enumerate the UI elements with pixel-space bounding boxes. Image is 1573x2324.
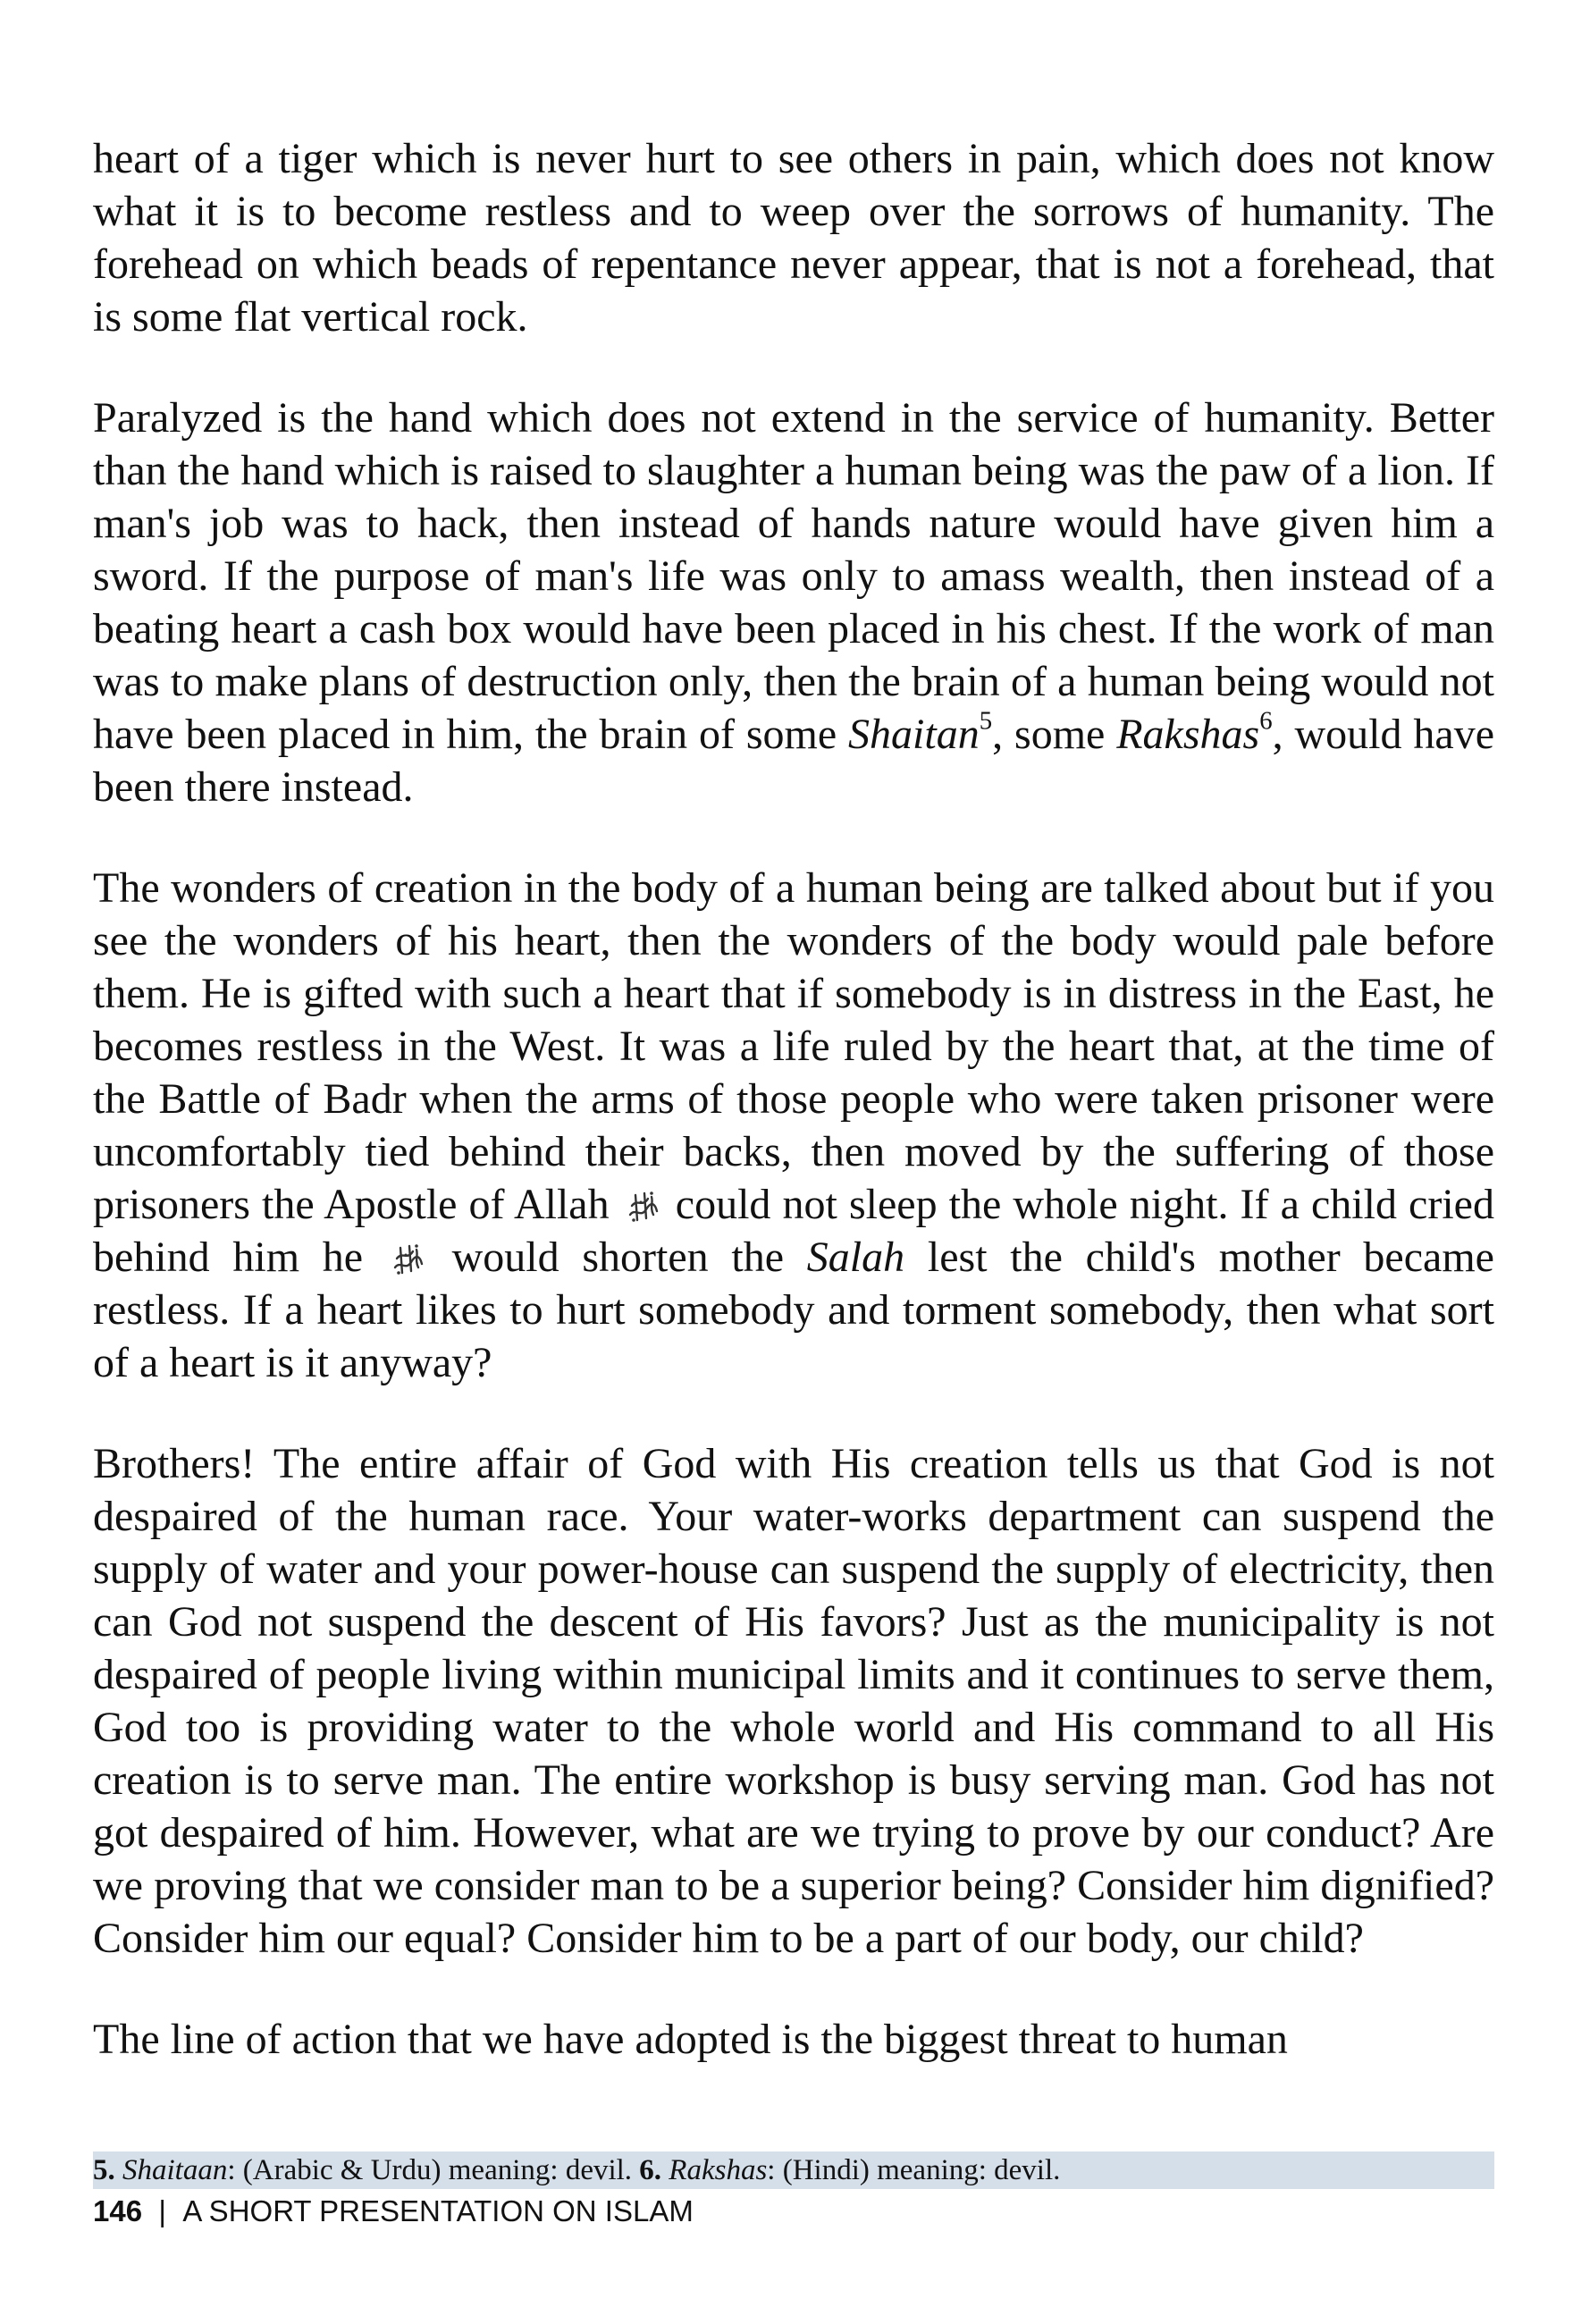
footnotes-band: [93, 2151, 1494, 2189]
pbuh-calligraphy-icon: [625, 1188, 660, 1224]
paragraph-3-text-c: would shorten the: [428, 1234, 807, 1281]
paragraph-4: [93, 1437, 1494, 1965]
footnote-5-term: Shaitaan: [122, 2154, 228, 2186]
paragraph-3-text-a: The wonders of creation in the body of a human being are talked about but if you see the wonders of his heart, then the wonders of the body would pale before them. He is gifted with such a heart that if somebody is in distress in the East, he becomes restless in the West. It was a life ruled by the heart that, at the time of the Battle of Badr when the arms of those people who were taken prisoner were uncomfortably tied behind their backs, then moved by the suffering of those prisoners the Apostle of Allah: [93, 864, 1494, 1228]
paragraph-5: [93, 2013, 1494, 2066]
paragraph-3-text-b: could not sleep the whole night. If a child cried behind him he: [93, 1181, 1494, 1281]
paragraph-5-text: The line of action that we have adopted is the biggest threat to human: [93, 2016, 1288, 2063]
book-title: A SHORT PRESENTATION ON ISLAM: [182, 2194, 694, 2227]
pbuh-calligraphy-icon: [390, 1241, 425, 1276]
paragraph-3-text-d: lest the child's mother became restless. If a heart likes to hurt somebody and torment somebody, then what sort of a heart is it anyway?: [93, 1234, 1494, 1386]
footnote-5-number: 5.: [93, 2154, 115, 2186]
paragraph-1-text: heart of a tiger which is never hurt to see others in pain, which does not know what it is to become restless and to weep over the sorrows of humanity. The forehead on which beads of repentance never appear, that is not a forehead, that is some flat vertical rock.: [93, 135, 1494, 341]
footnote-6-number: 6.: [639, 2154, 662, 2186]
footnote-ref-6[interactable]: 6: [1259, 706, 1273, 736]
term-salah: Salah: [806, 1234, 905, 1281]
term-rakshas: Rakshas: [1116, 711, 1260, 758]
paragraph-1: [93, 132, 1494, 343]
footnote-6-term: Rakshas: [669, 2154, 768, 2186]
paragraph-2: [93, 392, 1494, 813]
footnote-5-text: : (Arabic & Urdu) meaning: devil.: [227, 2154, 633, 2186]
page-number: 146: [93, 2194, 143, 2227]
paragraph-2-text-c: , would have been there instead.: [93, 711, 1495, 811]
paragraph-2-text-a: Paralyzed is the hand which does not extend in the service of humanity. Better than the hand which is raised to slaughter a human being was the paw of a lion. If man's job was to hack, then instead of hands nature would have given him a sword. If the purpose of man's life was only to amass wealth, then instead of a beating heart a cash box would have been placed in his chest. If the work of man was to make plans of destruction only, then the brain of a human being would not have been placed in him, the brain of some: [93, 394, 1494, 758]
body-text: [93, 132, 1494, 2066]
paragraph-2-text-b: , some: [992, 711, 1117, 758]
page-footer: [93, 2193, 694, 2230]
paragraph-3: [93, 862, 1494, 1389]
paragraph-4-text: Brothers! The entire affair of God with His creation tells us that God is not despaired of the human race. Your water-works department can suspend the supply of water and your power-house can suspend the supply of electricity, then can God not suspend the descent of His favors? Just as the municipality is not despaired of people living within municipal limits and it continues to serve them, God too is providing water to the whole world and His command to all His creation is to serve man. The entire workshop is busy serving man. God has not got despaired of him. However, what are we trying to prove by our conduct? Are we proving that we consider man to be a superior being? Consider him dignified? Consider him our equal? Consider him to be a part of our body, our child?: [93, 1440, 1494, 1962]
footnote-6-text: : (Hindi) meaning: devil.: [767, 2154, 1061, 2186]
footer-separator: |: [158, 2194, 166, 2227]
term-shaitan: Shaitan: [848, 711, 980, 758]
footnote-ref-5[interactable]: 5: [979, 706, 993, 736]
